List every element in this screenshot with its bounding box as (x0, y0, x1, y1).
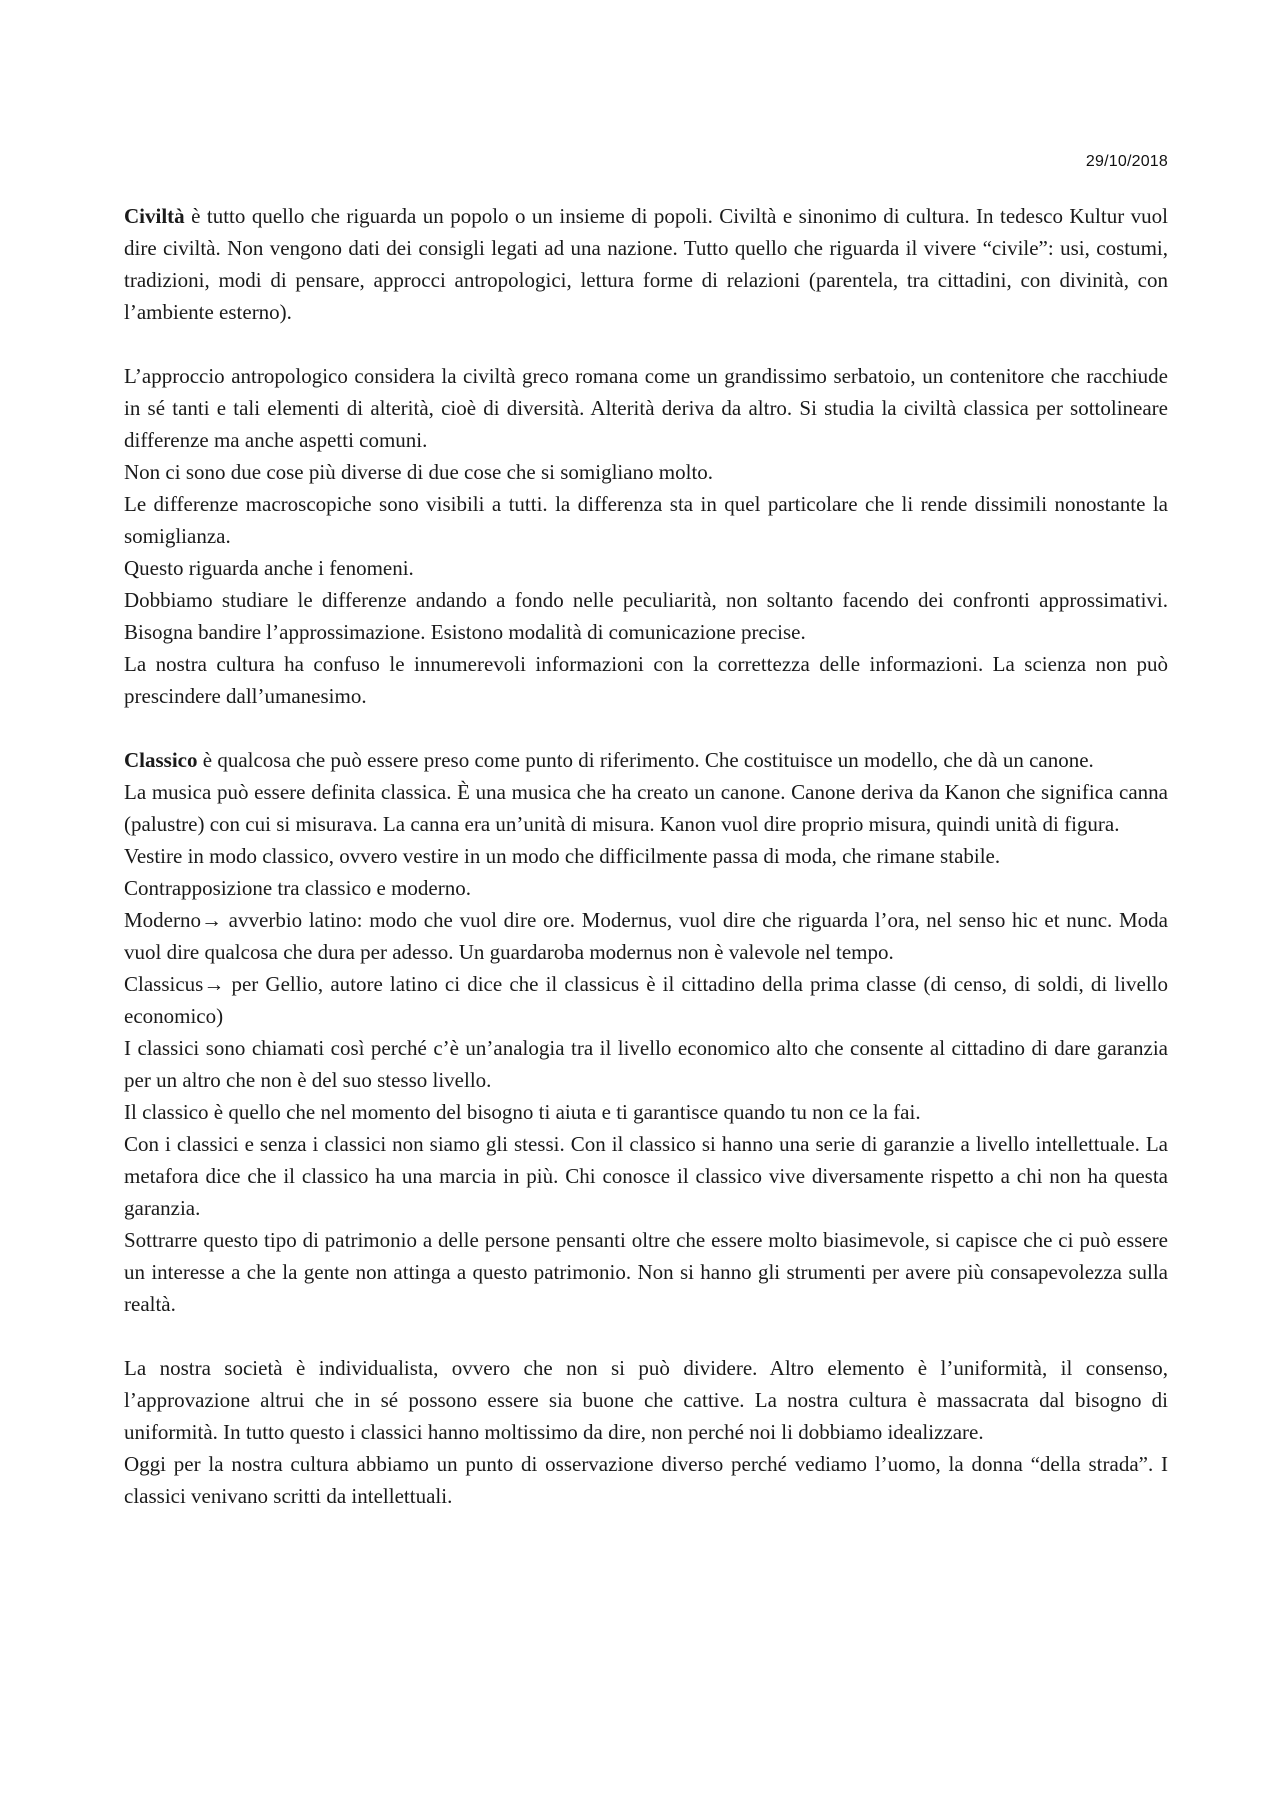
term-civilta: Civiltà (124, 204, 185, 228)
paragraph: I classici sono chiamati così perché c’è un’analogia tra il livello economico alto che consente al cittadino di dare garanzia per un altro che non è del suo stesso livello. (124, 1036, 1168, 1092)
paragraph: Le differenze macroscopiche sono visibili a tutti. la differenza sta in quel particolare che li rende dissimili nonostante la somiglianza. (124, 492, 1168, 548)
document-date: 29/10/2018 (1085, 153, 1168, 170)
paragraph: Con i classici e senza i classici non siamo gli stessi. Con il classico si hanno una serie di garanzie a livello intellettuale. La metafora dice che il classico ha una marcia in più. Chi conosce il classico vive diversamente rispetto a chi non ha questa garanzia. (124, 1132, 1168, 1220)
paragraph: L’approccio antropologico considera la civiltà greco romana come un grandissimo serbatoio, un contenitore che racchiude in sé tanti e tali elementi di alterità, cioè di diversità. Alterità deriva da altro. Si studia la civiltà classica per sottolineare differenze ma anche aspetti comuni. (124, 364, 1168, 452)
document-body (124, 200, 1168, 1512)
paragraph-civilta (124, 200, 1168, 328)
paragraph: Questo riguarda anche i fenomeni. (124, 556, 414, 580)
paragraph-text: è qualcosa che può essere preso come punto di riferimento. Che costituisce un modello, che dà un canone. (197, 748, 1094, 772)
paragraph: Oggi per la nostra cultura abbiamo un punto di osservazione diverso perché vediamo l’uomo, la donna “della strada”. I classici venivano scritti da intellettuali. (124, 1452, 1168, 1508)
paragraph: Non ci sono due cose più diverse di due cose che si somigliano molto. (124, 460, 714, 484)
paragraph: Dobbiamo studiare le differenze andando a fondo nelle peculiarità, non soltanto facendo dei confronti approssimativi. Bisogna bandire l’approssimazione. Esistono modalità di comunicazione precise. (124, 588, 1168, 644)
paragraph: Il classico è quello che nel momento del bisogno ti aiuta e ti garantisce quando tu non ce la fai. (124, 1100, 921, 1124)
paragraph: Vestire in modo classico, ovvero vestire in un modo che difficilmente passa di moda, che rimane stabile. (124, 844, 1001, 868)
paragraph-classico (124, 744, 1168, 776)
paragraph: La nostra società è individualista, ovvero che non si può dividere. Altro elemento è l’uniformità, il consenso, l’approvazione altrui che in sé possono essere sia buone che cattive. La nostra cultura è massacrata dal bisogno di uniformità. In tutto questo i classici hanno moltissimo da dire, non perché noi li dobbiamo idealizzare. (124, 1356, 1168, 1444)
paragraph: Classicus→ per Gellio, autore latino ci dice che il classicus è il cittadino della prima classe (di censo, di soldi, di livello economico) (124, 972, 1168, 1028)
paragraph: La musica può essere definita classica. È una musica che ha creato un canone. Canone deriva da Kanon che significa canna (palustre) con cui si misurava. La canna era un’unità di misura. Kanon vuol dire proprio misura, quindi unità di figura. (124, 780, 1168, 836)
paragraph: La nostra cultura ha confuso le innumerevoli informazioni con la correttezza delle informazioni. La scienza non può prescindere dall’umanesimo. (124, 652, 1168, 708)
term-classico: Classico (124, 748, 198, 772)
paragraph: Moderno→ avverbio latino: modo che vuol dire ore. Modernus, vuol dire che riguarda l’ora, nel senso hic et nunc. Moda vuol dire qualcosa che dura per adesso. Un guardaroba modernus non è valevole nel tempo. (124, 908, 1168, 964)
paragraph: Sottrarre questo tipo di patrimonio a delle persone pensanti oltre che essere molto biasimevole, si capisce che ci può essere un interesse a che la gente non attinga a questo patrimonio. Non si hanno gli strumenti per avere più consapevolezza sulla realtà. (124, 1228, 1168, 1316)
paragraph-text: è tutto quello che riguarda un popolo o un insieme di popoli. Civiltà e sinonimo di cultura. In tedesco Kultur vuol dire civiltà. Non vengono dati dei consigli legati ad una nazione. Tutto quello che riguarda il vivere “civile”: usi, costumi, tradizioni, modi di pensare, approcci antropologici, lettura forme di relazioni (parentela, tra cittadini, con divinità, con l’ambiente esterno). (124, 204, 1168, 324)
paragraph: Contrapposizione tra classico e moderno. (124, 876, 471, 900)
